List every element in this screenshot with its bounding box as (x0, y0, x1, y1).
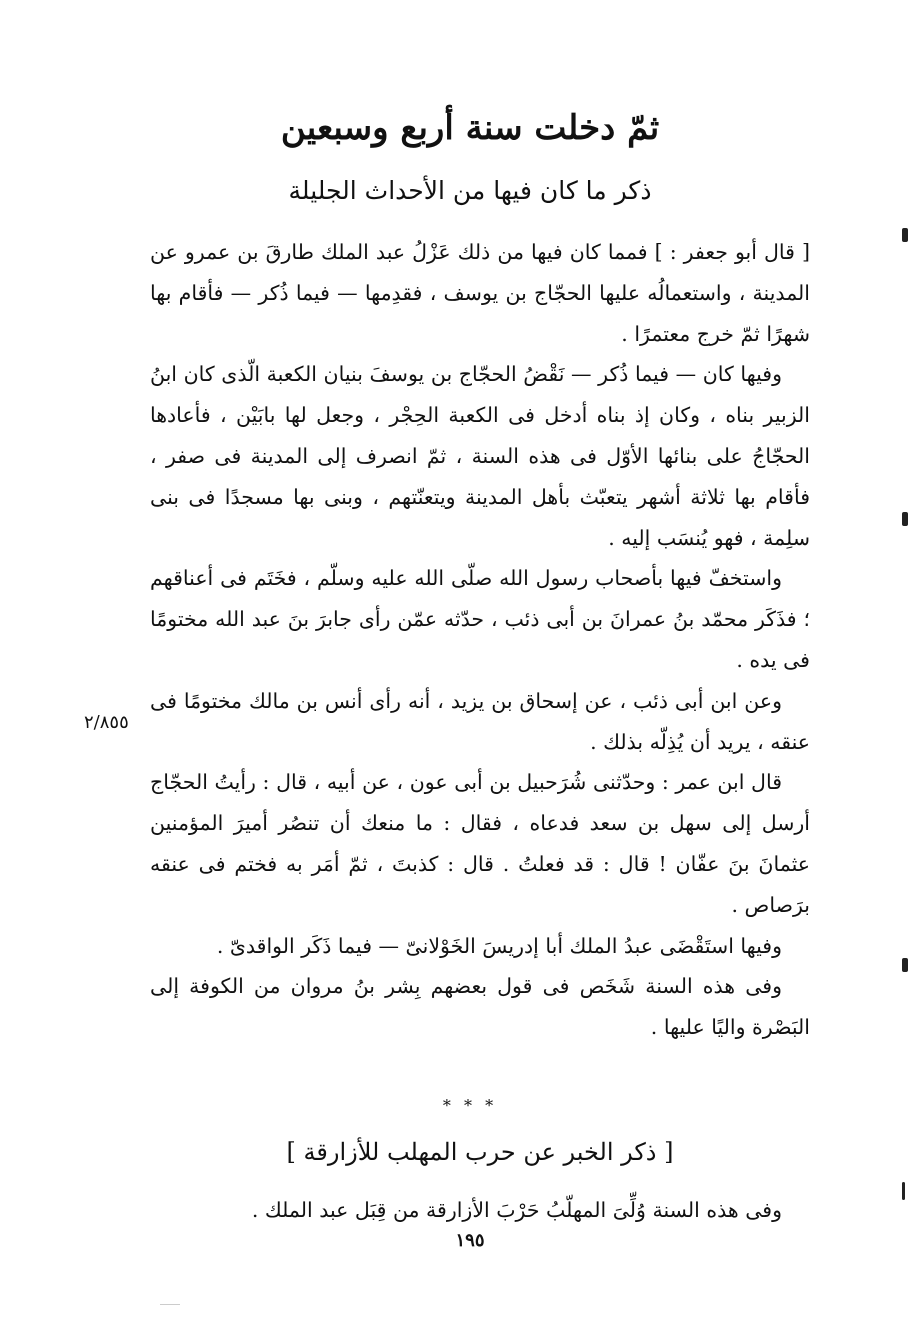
divider (160, 1304, 180, 1305)
paragraph: وعن ابن أبى ذئب ، عن إسحاق بن يزيد ، أنه رأى أنس بن مالك مختومًا فى عنقه ، يريد أن يُذِلّه بذلك . (150, 688, 810, 754)
paragraph: [ قال أبو جعفر : ] فمما كان فيها من ذلك عَزْلُ عبد الملك طارقَ بن عمرو عن المدينة ، واستعمالُه عليها الحجّاج بن يوسف ، فقدِمها — فيما ذُكر — فأقام بها شهرًا ثمّ خرج معتمرًا . (150, 240, 810, 346)
paragraph: وفى هذه السنة وُلِّىَ المهلّبُ حَرْبَ الأزارقة من قِبَل عبد الملك . (251, 1198, 782, 1222)
page-number: ١٩٥ (455, 1230, 485, 1251)
paragraph: قال ابن عمر : وحدّثنى شُرَحبيل بن أبى عون ، عن أبيه ، قال : رأيتُ الحجّاج أرسل إلى سهل بن سعد فدعاه ، فقال : ما منعك أن تنصُر أميرَ المؤمنين عثمانَ بنَ عفّان ! قال : قد فعلتُ . قال : كذبتَ ، ثمّ أمَر به فختم فى عنقه برَصاص . (150, 770, 810, 917)
marginal-reference: ٢/٨٥٥ (84, 712, 129, 733)
paragraph: واستخفّ فيها بأصحاب رسول الله صلّى الله عليه وسلّم ، فخَتَم فى أعناقهم ؛ فذَكَر محمّد بنُ عمرانَ بن أبى ذئب ، حدّثه عمّن رأى جابرَ بنَ عبد الله مختومًا فى يده . (150, 566, 810, 672)
paragraph: وفيها استَقْضَى عبدُ الملك أبا إدريسَ الخَوْلانىّ — فيما ذَكَر الواقدىّ . (216, 933, 782, 958)
body-text (150, 232, 810, 1048)
edge-mark (902, 512, 908, 526)
paragraph: وفى هذه السنة شَخَص فى قول بعضهم بِشر بنُ مروان من الكوفة إلى البَصْرة واليًا عليها . (150, 974, 810, 1040)
edge-mark (902, 228, 908, 242)
page-subtitle: ذكر ما كان فيها من الأحداث الجليلة (288, 176, 652, 205)
paragraph: وفيها كان — فيما ذُكر — نَقْضُ الحجّاج بن يوسفَ بنيان الكعبة الّذى كان ابنُ الزبير بناه ، وكان إذ بناه أدخل فى الكعبة الحِجْر ، وجعل لها بابَيْن ، فأعادها الحجّاجُ على بنائها الأوّل فى هذه السنة ، ثمّ انصرف إلى المدينة فى صفر ، فأقام بها ثلاثة أشهر يتعبّث بأهل المدينة ويتعنّتهم ، وبنى بها مسجدًا فى بنى سلِمة ، فهو يُنسَب إليه . (150, 362, 810, 550)
edge-mark (902, 958, 908, 972)
section-heading: [ ذكر الخبر عن حرب المهلب للأزارقة ] (286, 1138, 674, 1166)
edge-mark (902, 1182, 905, 1200)
page-title: ثمّ دخلت سنة أربع وسبعين (280, 108, 660, 148)
section-divider: * * * (442, 1096, 498, 1115)
